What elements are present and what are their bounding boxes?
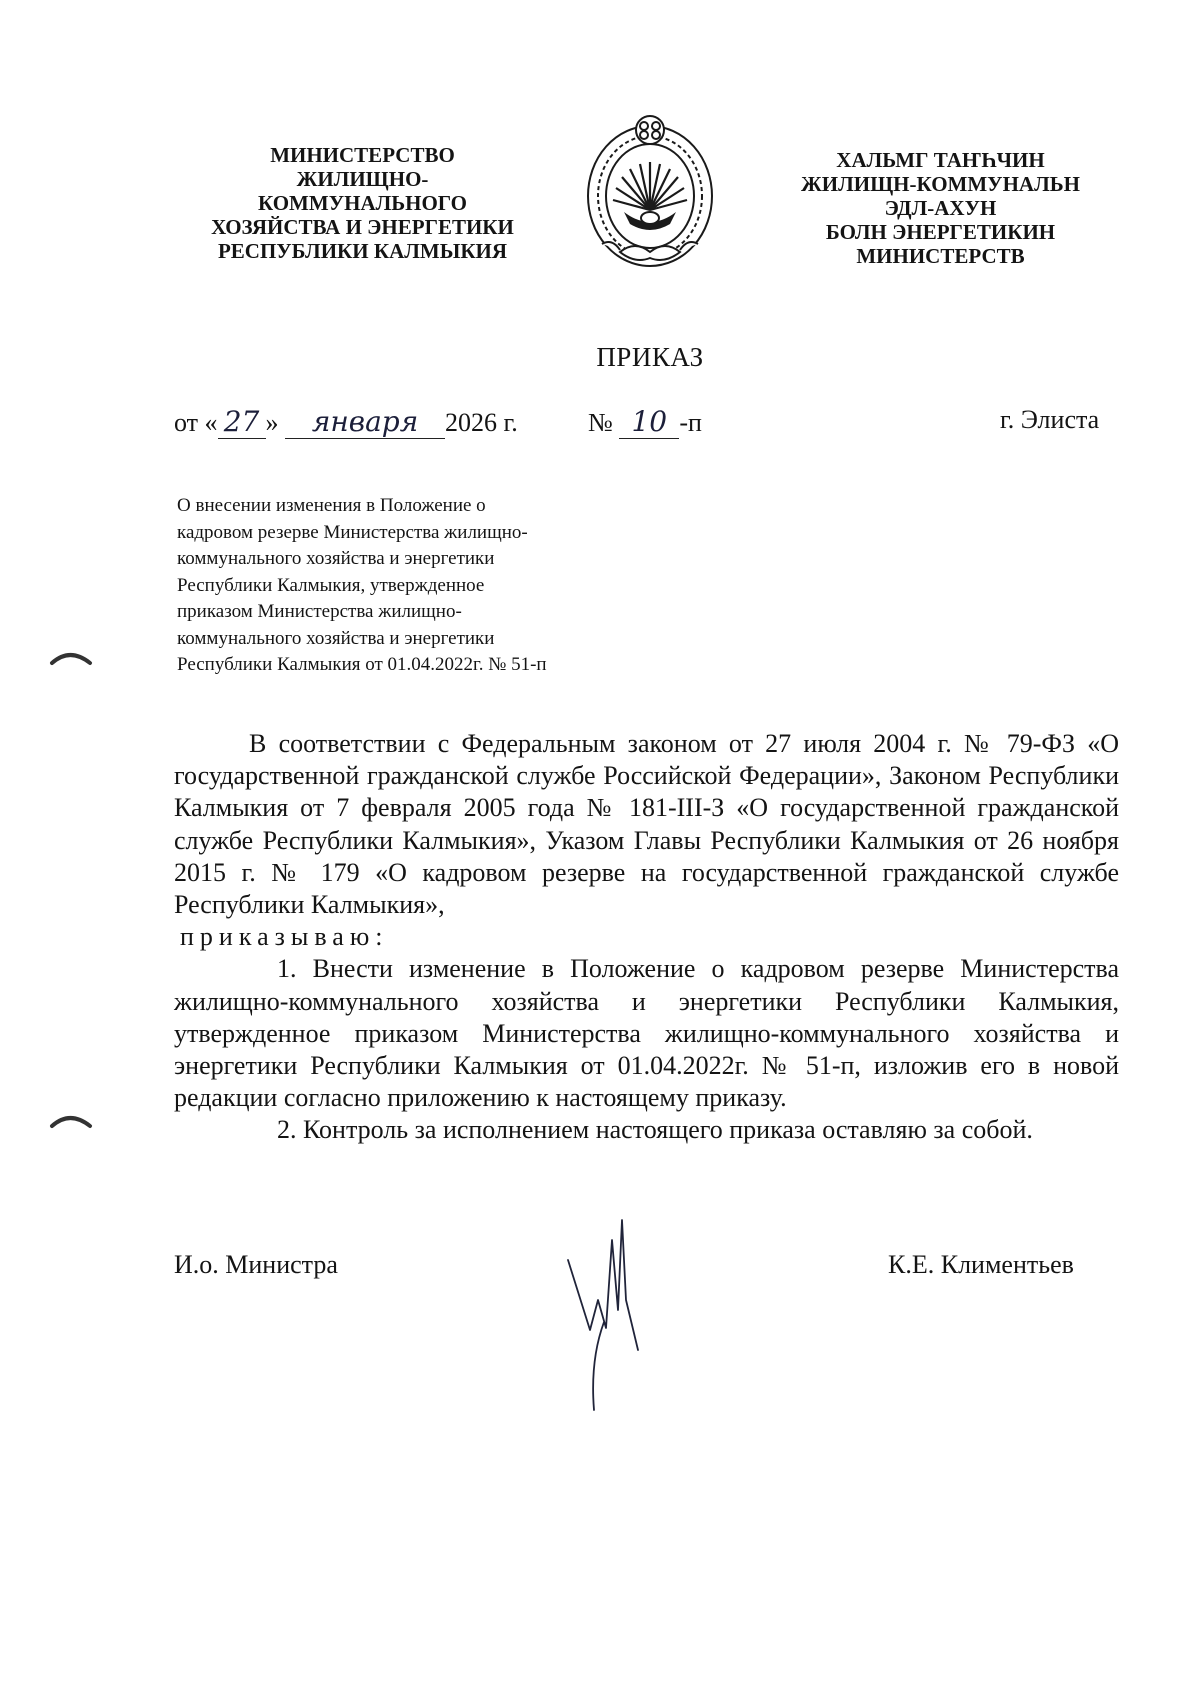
subject-line: кадровом резерве Министерства жилищно- [177, 521, 528, 543]
document-subject [177, 493, 627, 679]
punch-hole-mark [48, 645, 94, 667]
punch-hole-mark [48, 1108, 94, 1130]
signatory-position: И.о. Министра [174, 1250, 338, 1279]
document-date [174, 405, 518, 439]
header-right-line: ЖИЛИЩН-КОММУНАЛЬН [801, 172, 1080, 196]
header-right-line: ХАЛЬМГ ТАҤҺЧИН [836, 148, 1045, 172]
document-title: ПРИКАЗ [596, 342, 704, 372]
date-year: 2026 г. [445, 408, 518, 437]
header-ministry-kalmyk [788, 148, 1093, 268]
subject-line: коммунального хозяйства и энергетики [177, 627, 495, 649]
header-right-line: МИНИСТЕРСТВ [856, 244, 1025, 268]
signatory-name: К.Е. Климентьев [888, 1250, 1074, 1279]
header-ministry-russian [190, 143, 535, 263]
subject-line: приказом Министерства жилищно- [177, 601, 462, 622]
header-right-line: БОЛН ЭНЕРГЕТИКИН [825, 220, 1056, 244]
document-body [174, 728, 1119, 1147]
order-item-2: 2. Контроль за исполнением настоящего приказа оставляю за собой. [277, 1115, 1033, 1145]
handwritten-signature [560, 1210, 670, 1420]
number-prefix: № [588, 408, 613, 437]
preamble-paragraph: В соответствии с Федеральным законом от 27 июля 2004 г. № 79-ФЗ «О государственной гражданской службе Российской Федерации», Законом Республики Калмыкия от 7 февраля 2005 года № 181-III-З «О государственной гражданской службе Республики Калмыкия», Указом Главы Республики Калмыкия от 26 ноября 2015 г. № 179 «О кадровом резерве на государственной гражданской службе Республики Калмыкия», [174, 729, 1119, 920]
header-left-line: МИНИСТЕРСТВО [270, 143, 455, 167]
header-left-line: ХОЗЯЙСТВА И ЭНЕРГЕТИКИ [211, 215, 514, 239]
order-word: приказываю: [180, 922, 389, 952]
header-left-line: РЕСПУБЛИКИ КАЛМЫКИЯ [217, 239, 508, 263]
document-number [588, 405, 702, 439]
subject-line: Республики Калмыкия от 01.04.2022г. № 51-п [177, 654, 547, 675]
number-suffix: -п [679, 408, 702, 437]
subject-line: О внесении изменения в Положение о [177, 495, 486, 516]
number-value: 10 [619, 405, 679, 439]
document-city: г. Элиста [1000, 405, 1100, 434]
header-right-line: ЭДЛ-АХУН [884, 196, 997, 220]
date-mid: » [265, 408, 279, 437]
date-prefix: от « [174, 408, 218, 437]
header-left-line: ЖИЛИЩНО- [296, 167, 429, 191]
kalmykia-emblem-icon [580, 112, 720, 277]
header-left-line: КОММУНАЛЬНОГО [258, 191, 467, 215]
date-month: января [285, 405, 445, 439]
subject-line: коммунального хозяйства и энергетики [177, 548, 495, 569]
subject-line: Республики Калмыкия, утвержденное [177, 574, 485, 596]
order-item-1: 1. Внести изменение в Положение о кадровом резерве Министерства жилищно-коммунального хозяйства и энергетики Республики Калмыкия, утвержденное приказом Министерства жилищно-коммунального хозяйства и энергетики Республики Калмыкия от 01.04.2022г. № 51-п, изложив его в новой редакции согласно приложению к настоящему приказу. [174, 954, 1119, 1113]
date-day: 27 [218, 405, 266, 439]
